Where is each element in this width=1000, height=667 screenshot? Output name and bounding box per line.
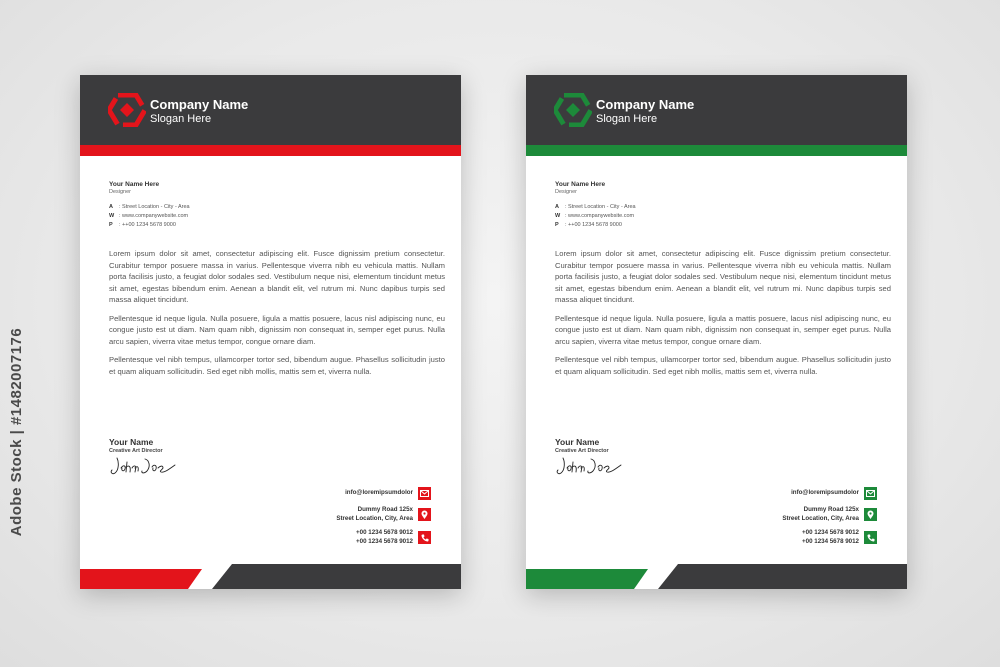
contact-phone: +00 1234 5678 9012 [356,537,413,545]
signer-name: Your Name [555,437,600,447]
contact-address-line: Street Location, City, Area [336,514,413,522]
paragraph: Pellentesque id neque ligula. Nulla posuere, ligula a mattis posuere, lacus nisl adipiscing nunc, eu congue justo est ut diam. Nam quam nibh, dignissim non consequat in, semper eget purus. Nulla arcu sapien, viverra vitae metus tempor, congue ornare diam. [555,313,891,346]
phone-value: : ++00 1234 5678 9000 [119,222,176,228]
paragraph: Pellentesque vel nibh tempus, ullamcorper tortor sed, bibendum augue. Phasellus sollicitudin justo et quam aliquam sollicitudin. Sed eget nibh mollis, mattis sem et, viverra nulla. [555,355,891,376]
signer-name: Your Name [109,437,154,447]
paragraph: Pellentesque vel nibh tempus, ullamcorper tortor sed, bibendum augue. Phasellus sollicitudin justo et quam aliquam sollicitudin. Sed eget nibh mollis, mattis sem et, viverra nulla. [109,355,445,376]
paragraph: Lorem ipsum dolor sit amet, consectetur adipiscing elit. Fusce dignissim pretium consectetur. Curabitur tempor posuere massa in varius. Pellentesque viverra nibh eu vehicula mattis. Nullam porta facilisis justo, a feugiat dolor sodales sed. Vestibulum neque nisi, elementum tincidunt metus sit amet, egestas bibendum enim. Aenean a blandit elit, vel rutrum mi. Nunc dapibus turpis sed massa aliquet tincidunt. [555,249,891,304]
phone-key: P [555,222,559,228]
address-key: A [109,204,113,210]
contact-email[interactable]: info@loremipsumdolor [791,489,859,497]
address-key: A [555,204,559,210]
website-value: : www.companywebsite.com [119,213,189,219]
website-key: W [109,213,115,219]
letterhead-green [526,75,907,589]
company-name: Company Name [596,97,695,112]
address-value: : Street Location - City - Area [119,204,190,210]
phone-key: P [109,222,113,228]
signer-role: Creative Art Director [109,448,163,454]
paragraph: Lorem ipsum dolor sit amet, consectetur adipiscing elit. Fusce dignissim pretium consectetur. Curabitur tempor posuere massa in varius. Pellentesque viverra nibh eu vehicula mattis. Nullam porta facilisis justo, a feugiat dolor sodales sed. Vestibulum neque nisi, elementum tincidunt metus sit amet, egestas bibendum enim. Aenean a blandit elit, vel rutrum mi. Nunc dapibus turpis sed massa aliquet tincidunt. [109,249,445,304]
recipient-role: Designer [555,189,578,195]
contact-phone: +00 1234 5678 9012 [356,529,413,536]
letterhead-red [80,75,461,589]
contact-email[interactable]: info@loremipsumdolor [345,489,413,497]
address-value: : Street Location - City - Area [565,204,636,210]
footer-accent-band [80,75,461,589]
company-name: Company Name [150,97,249,112]
contact-address-line: Street Location, City, Area [782,514,859,522]
phone-value: : ++00 1234 5678 9000 [565,222,622,228]
contact-address-line: Dummy Road 125x [357,506,413,513]
website-key: W [555,213,561,219]
footer-accent-band [526,75,907,589]
recipient-name: Your Name Here [555,181,606,188]
stock-id-label: Adobe Stock | #1482007176 [7,327,25,537]
slogan: Slogan Here [596,113,658,125]
signer-role: Creative Art Director [555,448,609,454]
slogan: Slogan Here [150,113,212,125]
paragraph: Pellentesque id neque ligula. Nulla posuere, ligula a mattis posuere, lacus nisl adipiscing nunc, eu congue justo est ut diam. Nam quam nibh, dignissim non consequat in, semper eget purus. Nulla arcu sapien, viverra vitae metus tempor, congue ornare diam. [109,313,445,346]
contact-phone: +00 1234 5678 9012 [802,537,859,545]
contact-phone: +00 1234 5678 9012 [802,529,859,536]
contact-address-line: Dummy Road 125x [803,506,859,513]
website-value: : www.companywebsite.com [565,213,635,219]
recipient-role: Designer [109,189,132,195]
recipient-name: Your Name Here [109,181,160,188]
